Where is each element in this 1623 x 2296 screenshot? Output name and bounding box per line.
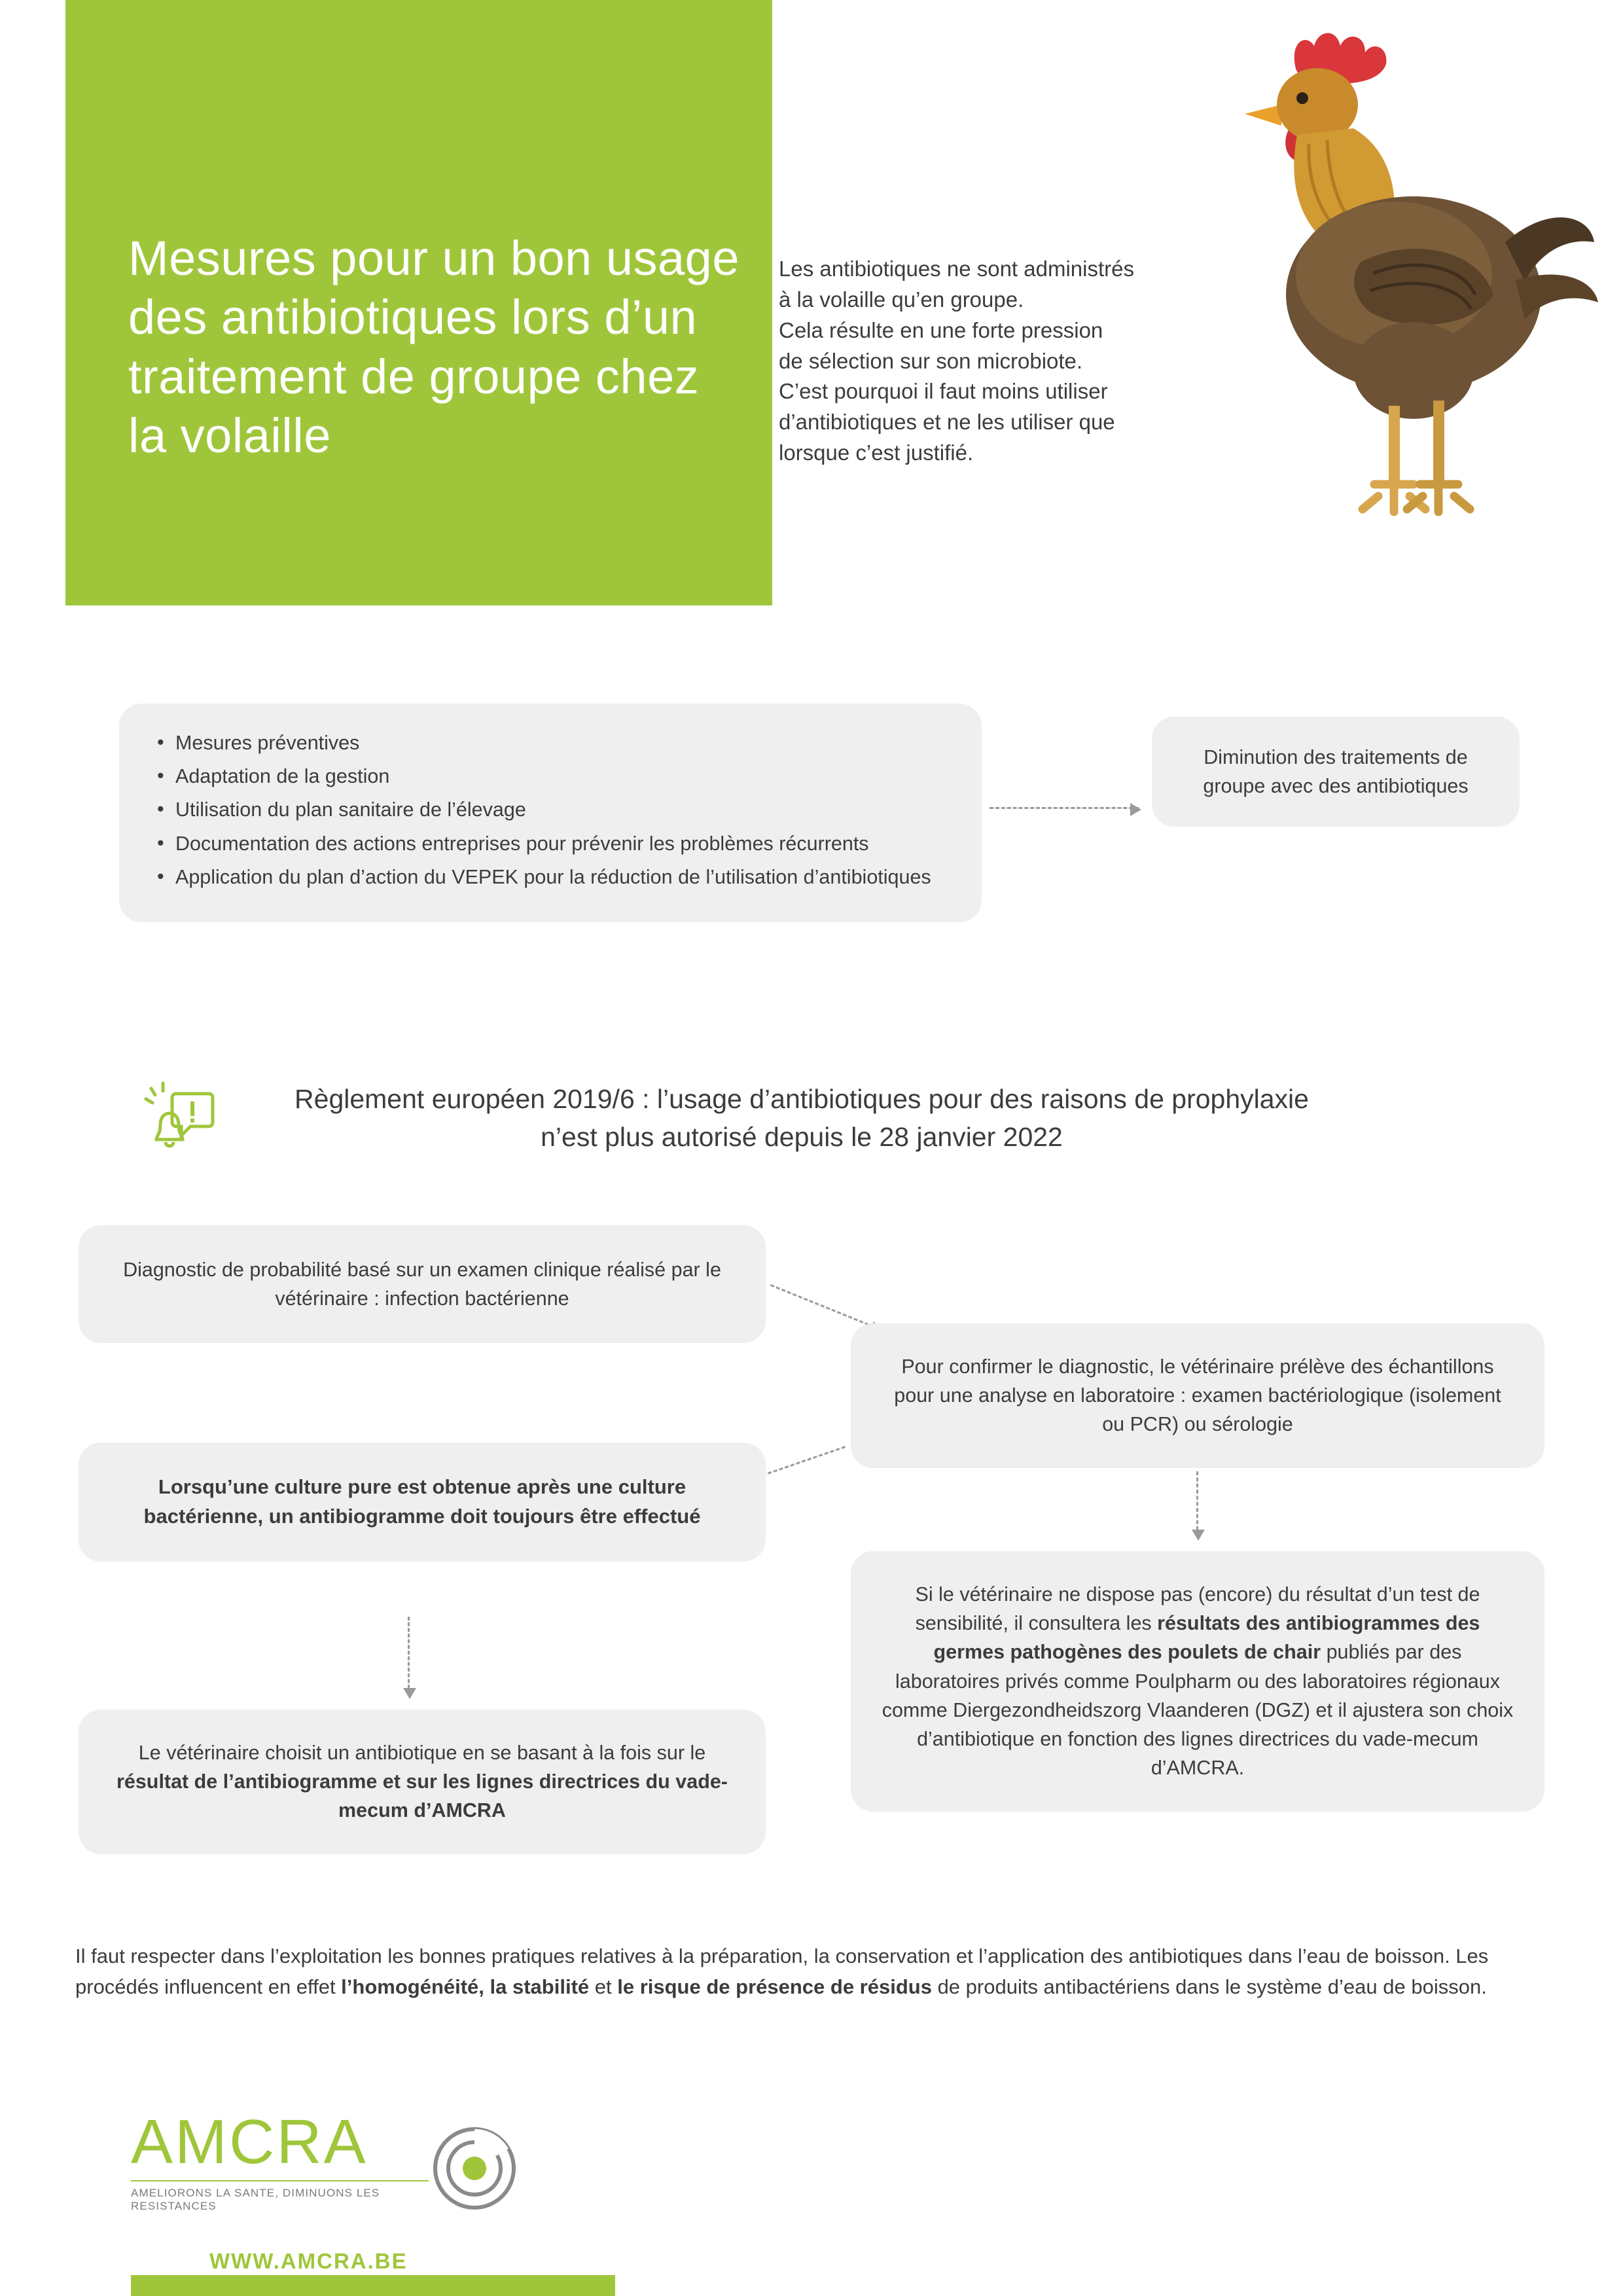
alert-bell-icon bbox=[141, 1077, 219, 1155]
sensitivity-text-part1: Si le vétérinaire ne dispose pas (encore) du résultat d’un test de sensibilité, il consultera les bbox=[915, 1583, 1480, 1635]
header-intro-text bbox=[779, 254, 1211, 469]
sensitivity-test-card bbox=[851, 1551, 1544, 1812]
diagnosis-card: Diagnostic de probabilité basé sur un examen clinique réalisé par le vétérinaire : infection bactérienne bbox=[79, 1225, 766, 1343]
footer-green-band bbox=[131, 2275, 615, 2296]
header-intro-line-6: d’antibiotiques et ne les utiliser que bbox=[779, 410, 1115, 435]
list-item: • Application du plan d’action du VEPEK pour la réduction de l’utilisation d’antibiotiques bbox=[153, 863, 948, 891]
header-intro-line-3: Cela résulte en une forte pression bbox=[779, 317, 1103, 342]
prevention-list bbox=[153, 728, 948, 891]
sensitivity-text-part2: publiés par des laboratoires privés comme Poulpharm ou des laboratoires régionaux comme Diergezondheidszorg Vlaanderen (DGZ) et il ajustera son choix d’antibiotique en fonction des lignes directrices du vade-mecum d’AMCRA. bbox=[882, 1641, 1514, 1780]
header-intro-line-4: de sélection sur son microbiote. bbox=[779, 348, 1083, 373]
arrow-diagnosis-to-laboratory bbox=[770, 1284, 880, 1331]
arrow-antibiogram-to-vet-choice bbox=[408, 1617, 411, 1689]
vet-choice-text-bold: résultat de l’antibiogramme et sur les lignes directrices du vade-mecum d’AMCRA bbox=[116, 1770, 728, 1822]
bottom-note-part1: Il faut respecter dans l’exploitation les bonnes pratiques relatives à la préparation, la conservation et l’application des antibiotiques dans l’eau de boisson. Les procédés influencent en effet bbox=[75, 1945, 1489, 1998]
amcra-logo-tagline: AMELIORONS LA SANTE, DIMINUONS LES RESISTANCES bbox=[131, 2180, 429, 2213]
regulation-statement: Règlement européen 2019/6 : l’usage d’antibiotiques pour des raisons de prophylaxie n’est plus autorisé depuis le 28 janvier 2022 bbox=[294, 1084, 1309, 1153]
arrow-prevention-to-reduction bbox=[990, 807, 1139, 810]
header-intro-line-1: Les antibiotiques ne sont administrés bbox=[779, 257, 1134, 281]
bottom-note-bold2: le risque de présence de résidus bbox=[617, 1975, 932, 1998]
header-intro-line-5: C’est pourquoi il faut moins utiliser bbox=[779, 379, 1108, 404]
amcra-logo-wordmark: AMCRA bbox=[131, 2107, 368, 2177]
treatment-reduction-card: Diminution des traitements de groupe avec des antibiotiques bbox=[1152, 717, 1520, 827]
laboratory-analysis-card: Pour confirmer le diagnostic, le vétérinaire prélève des échantillons pour une analyse en laboratoire : examen bactériologique (isolement ou PCR) ou sérologie bbox=[851, 1323, 1544, 1468]
amcra-circle-icon bbox=[432, 2126, 517, 2211]
sensitivity-text-bold: résultats des antibiogrammes des germes pathogènes des poulets de chair bbox=[933, 1612, 1480, 1664]
vet-choice-text-part1: Le vétérinaire choisit un antibiotique en se basant à la fois sur le bbox=[138, 1742, 706, 1764]
prevention-measures-card bbox=[119, 704, 982, 922]
list-item: • Adaptation de la gestion bbox=[153, 762, 948, 791]
header-intro-line-2: à la volaille qu’en groupe. bbox=[779, 287, 1024, 312]
bottom-note-part3: de produits antibactériens dans le système d’eau de boisson. bbox=[931, 1975, 1487, 1998]
list-item: • Mesures préventives bbox=[153, 728, 948, 757]
header-intro-line-7: lorsque c’est justifié. bbox=[779, 440, 974, 465]
arrow-laboratory-to-sensitivity bbox=[1196, 1471, 1200, 1530]
vet-antibiotic-choice-card bbox=[79, 1710, 766, 1854]
bottom-note-part2: et bbox=[589, 1975, 618, 1998]
list-item: • Documentation des actions entreprises pour prévenir les problèmes récurrents bbox=[153, 829, 948, 858]
list-item: • Utilisation du plan sanitaire de l’élevage bbox=[153, 795, 948, 824]
bottom-note-paragraph bbox=[75, 1941, 1551, 2002]
rooster-photo bbox=[1198, 7, 1603, 569]
footer-website-url[interactable]: WWW.AMCRA.BE bbox=[209, 2249, 408, 2273]
antibiogram-required-card: Lorsqu’une culture pure est obtenue après une culture bactérienne, un antibiogramme doit toujours être effectué bbox=[79, 1443, 766, 1562]
bottom-note-bold1: l’homogénéité, la stabilité bbox=[341, 1975, 590, 1998]
page-title: Mesures pour un bon usage des antibiotiques lors d’un traitement de groupe chez la volaille bbox=[128, 231, 740, 463]
